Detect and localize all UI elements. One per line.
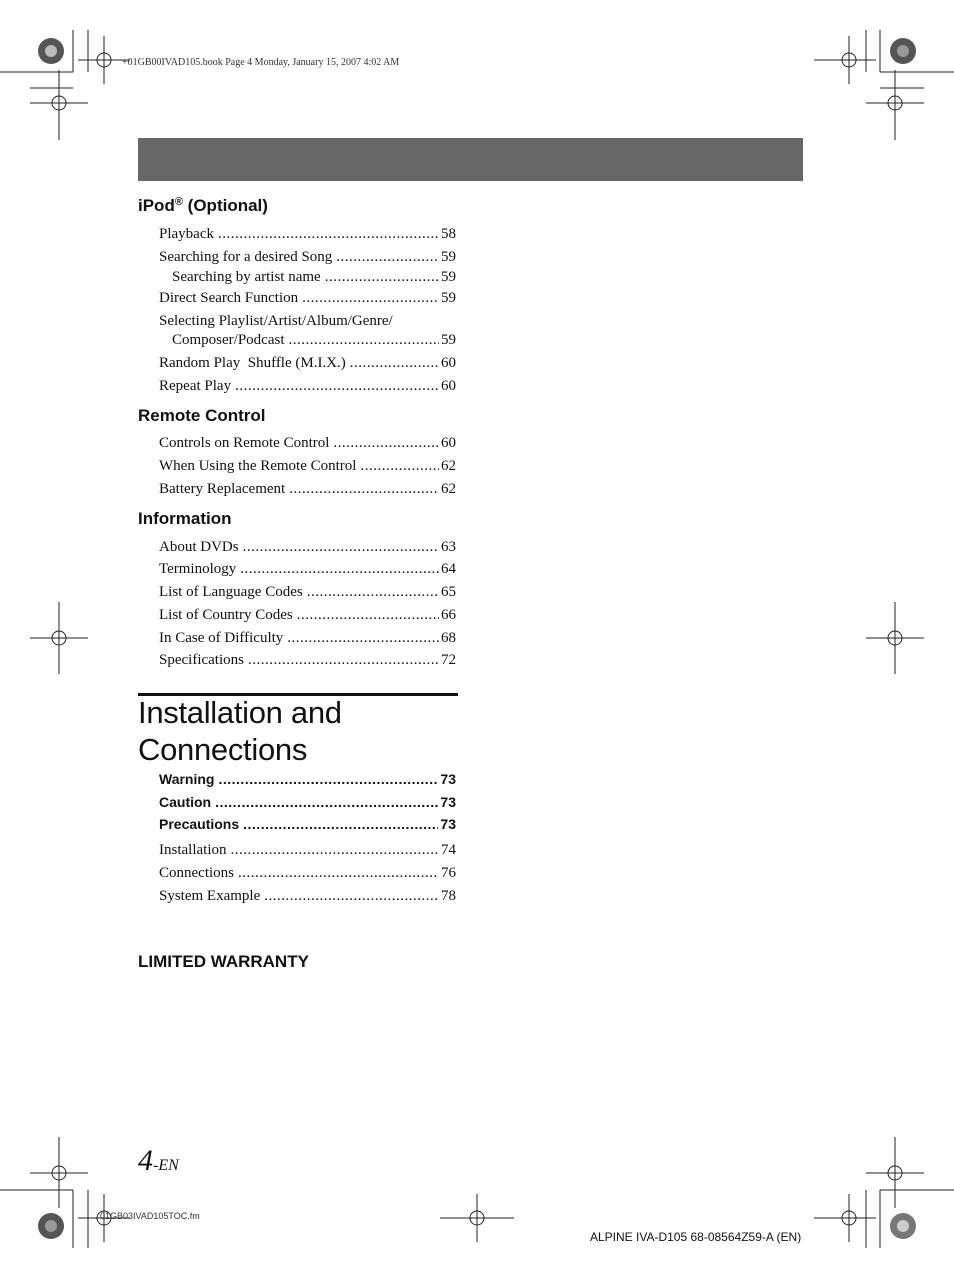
header-bar — [138, 138, 803, 181]
toc-entry[interactable]: Specifications ..... 72 — [159, 650, 456, 670]
toc-entry[interactable]: List of Language Codes ..... 65 — [159, 582, 456, 602]
toc-entry[interactable]: Random Play Shuffle (M.I.X.) ..... 60 — [159, 353, 456, 373]
section-title-ipod: iPod® (Optional) — [138, 196, 268, 215]
toc-entry[interactable]: Direct Search Function ..... 59 — [159, 288, 456, 308]
toc-entry[interactable]: Searching for a desired Song ..... 59 — [159, 247, 456, 267]
toc-entry[interactable]: Installation ..... 74 — [159, 840, 456, 860]
toc-entry-bold[interactable]: Precautions ..... 73 — [159, 814, 456, 834]
toc-entry-line[interactable]: Selecting Playlist/Artist/Album/Genre/ — [159, 313, 393, 329]
toc-entry-bold[interactable]: Warning ..... 73 — [159, 769, 456, 789]
toc-entry-bold[interactable]: Caution ..... 73 — [159, 792, 456, 812]
toc-entry[interactable]: Searching by artist name ..... 59 — [172, 267, 456, 287]
section-title-remote-control: Remote Control — [138, 406, 266, 425]
toc-entry[interactable]: In Case of Difficulty ..... 68 — [159, 628, 456, 648]
chapter-title: Installation and Connections — [138, 695, 342, 767]
section-title-information: Information — [138, 509, 232, 528]
page-number: 4-EN — [138, 1144, 179, 1177]
toc-entry[interactable]: Playback ..... 58 — [159, 224, 456, 244]
toc-entry[interactable]: Repeat Play ..... 60 — [159, 376, 456, 396]
toc-entry[interactable]: Battery Replacement ..... 62 — [159, 479, 456, 499]
toc-entry[interactable]: Controls on Remote Control ..... 60 — [159, 433, 456, 453]
toc-entry[interactable]: Composer/Podcast ..... 59 — [172, 330, 456, 350]
toc-entry[interactable]: When Using the Remote Control ..... 62 — [159, 456, 456, 476]
footer-file-name: 01GB03IVAD105TOC.fm — [100, 1211, 200, 1221]
toc-entry[interactable]: Terminology ..... 64 — [159, 559, 456, 579]
section-title-limited-warranty[interactable]: LIMITED WARRANTY — [138, 952, 309, 971]
book-info-line: +01GB00IVAD105.book Page 4 Monday, January 15, 2007 4:02 AM — [122, 57, 400, 68]
toc-entry[interactable]: Connections ..... 76 — [159, 863, 456, 883]
footer-model-line: ALPINE IVA-D105 68-08564Z59-A (EN) — [590, 1230, 802, 1244]
toc-entry[interactable]: About DVDs ..... 63 — [159, 537, 456, 557]
toc-entry[interactable]: List of Country Codes ..... 66 — [159, 605, 456, 625]
toc-entry[interactable]: System Example ..... 78 — [159, 886, 456, 906]
